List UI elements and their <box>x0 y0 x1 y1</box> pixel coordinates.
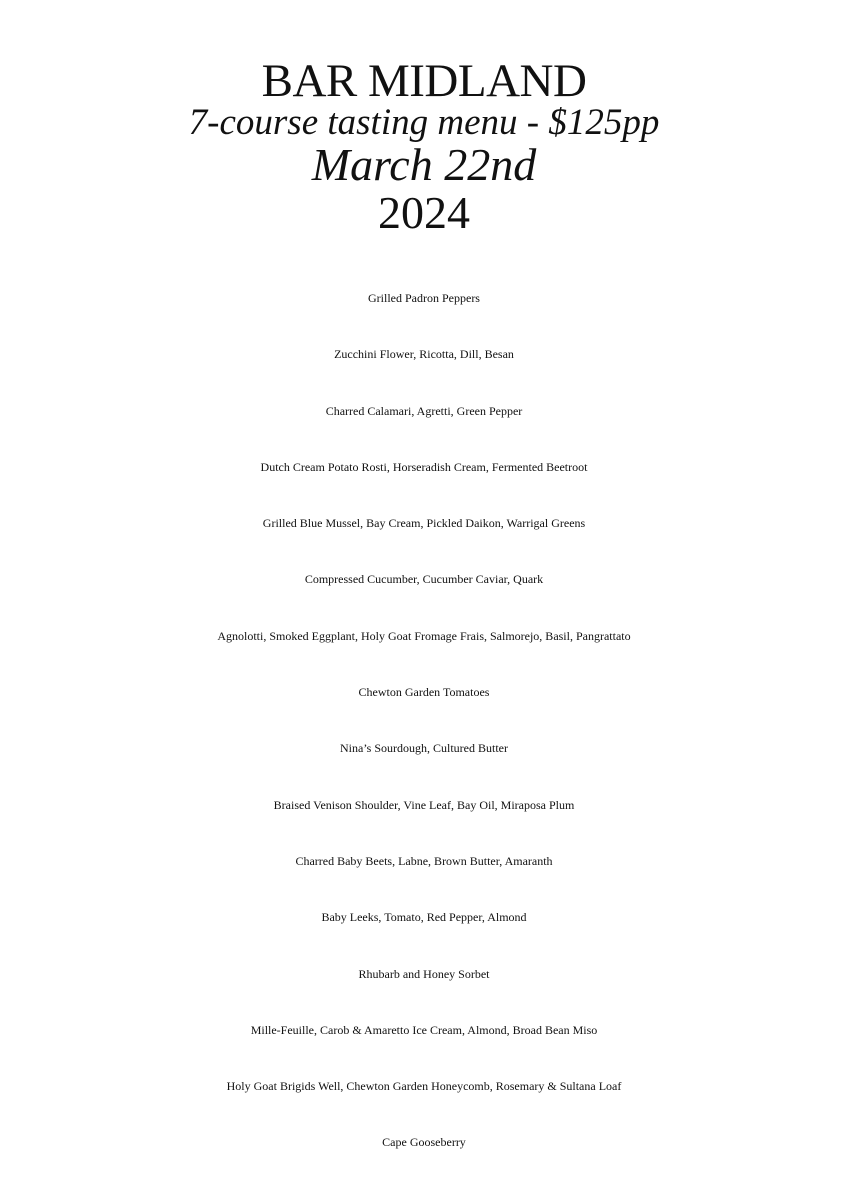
menu-item: Nina’s Sourdough, Cultured Butter <box>340 741 508 756</box>
menu-item: Charred Calamari, Agretti, Green Pepper <box>325 403 523 418</box>
menu-item: Grilled Padron Peppers <box>368 291 480 305</box>
menu-date: March 22nd <box>311 139 537 190</box>
menu-item: Mille-Feuille, Carob & Amaretto Ice Cream, Almond, Broad Bean Miso <box>250 1022 598 1037</box>
menu-list <box>0 282 848 1183</box>
menu-item: Cape Gooseberry <box>382 1135 466 1150</box>
menu-item: Grilled Blue Mussel, Bay Cream, Pickled Daikon, Warrigal Greens <box>262 516 586 531</box>
menu-item: Agnolotti, Smoked Eggplant, Holy Goat Fromage Frais, Salmorejo, Basil, Pangrattato <box>217 628 631 643</box>
menu-item: Rhubarb and Honey Sorbet <box>358 966 490 981</box>
menu-item: Holy Goat Brigids Well, Chewton Garden Honeycomb, Rosemary & Sultana Loaf <box>226 1079 622 1094</box>
menu-item: Chewton Garden Tomatoes <box>358 685 490 700</box>
restaurant-name: BAR MIDLAND <box>261 55 587 107</box>
menu-header <box>0 56 848 236</box>
menu-item: Compressed Cucumber, Cucumber Caviar, Quark <box>304 572 544 587</box>
menu-item: Baby Leeks, Tomato, Red Pepper, Almond <box>321 910 527 925</box>
menu-item: Zucchini Flower, Ricotta, Dill, Besan <box>334 347 514 362</box>
menu-item: Charred Baby Beets, Labne, Brown Butter, Amaranth <box>295 853 553 868</box>
tasting-menu-subtitle: 7-course tasting menu - $125pp <box>188 102 660 143</box>
menu-item: Dutch Cream Potato Rosti, Horseradish Cream, Fermented Beetroot <box>260 459 588 474</box>
menu-item: Braised Venison Shoulder, Vine Leaf, Bay Oil, Miraposa Plum <box>273 797 575 812</box>
menu-year: 2024 <box>378 187 470 238</box>
